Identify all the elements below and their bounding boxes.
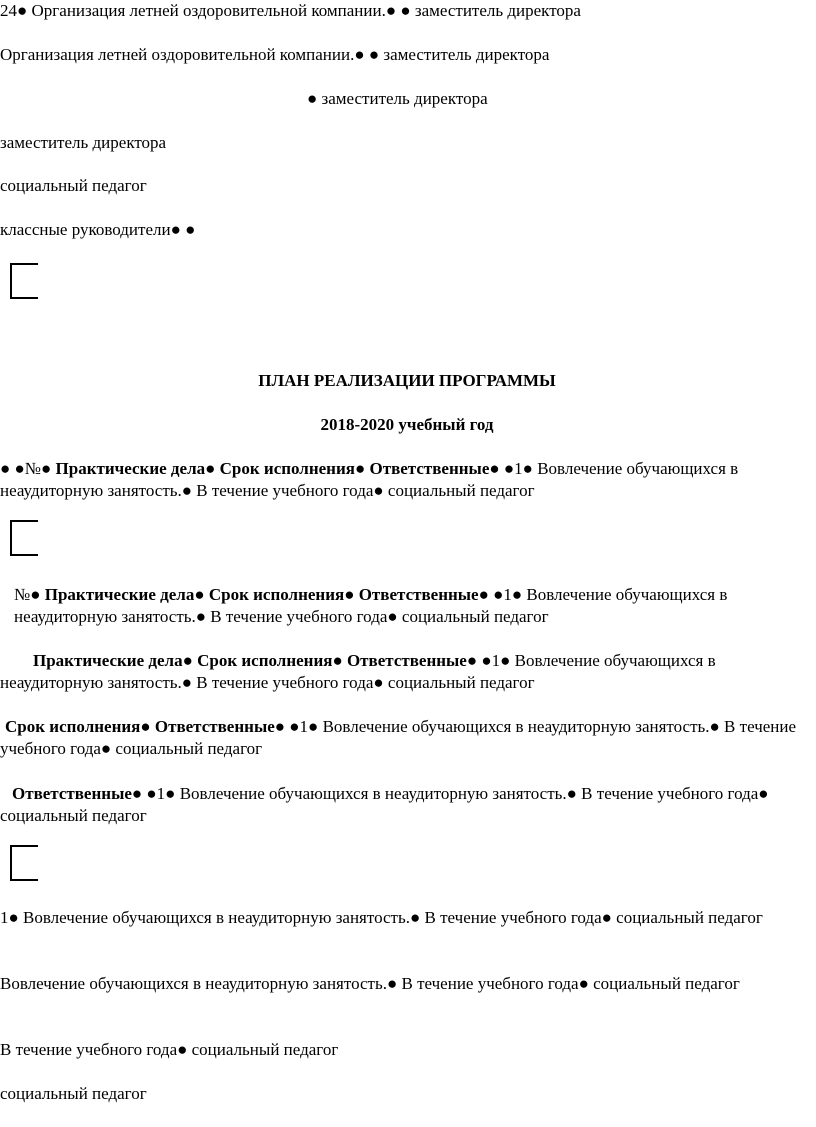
table-row-text [0, 458, 814, 502]
row-header-bold: Практические дела● Срок исполнения● Ответственные [33, 651, 467, 670]
row-content: ● ●1● Вовлечение обучающихся в неаудиторную занятость.● В течение учебного года● социальный педагог [0, 459, 739, 500]
row-content: ● ●1● Вовлечение обучающихся в неаудиторную занятость.● В течение учебного года● социальный педагог [0, 784, 769, 825]
row-prefix: №● [14, 585, 45, 604]
row-header-bold: Ответственные [12, 784, 132, 803]
row-header-bold: Срок исполнения● Ответственные [5, 717, 275, 736]
text-line: социальный педагог [0, 1084, 147, 1103]
text-line: 1● Вовлечение обучающихся в неаудиторную занятость.● В течение учебного года● социальный педагог [0, 908, 763, 927]
table-row-text [0, 716, 814, 760]
text-line: социальный педагог [0, 176, 147, 195]
text-line: Организация летней оздоровительной компании.● ● заместитель директора [0, 45, 550, 64]
text-line: классные руководители● ● [0, 220, 196, 239]
row-content: ● ●1● Вовлечение обучающихся в неаудиторную занятость.● В течение учебного года● социальный педагог [0, 717, 797, 758]
list-bracket-marker [10, 845, 38, 881]
table-row-text [0, 584, 814, 628]
list-bracket-marker [10, 263, 38, 299]
row-prefix: ● ●№● [0, 459, 56, 478]
table-row-text [0, 783, 814, 827]
table-row-text [0, 650, 814, 694]
row-header-bold: Практические дела● Срок исполнения● Ответственные [55, 459, 490, 478]
page-title: ПЛАН РЕАЛИЗАЦИИ ПРОГРАММЫ [258, 371, 556, 390]
page-subtitle: 2018-2020 учебный год [320, 415, 494, 434]
text-line: Вовлечение обучающихся в неаудиторную занятость.● В течение учебного года● социальный педагог [0, 974, 740, 993]
text-line: ● заместитель директора [307, 89, 488, 108]
text-line: заместитель директора [0, 133, 167, 152]
row-content: ● ●1● Вовлечение обучающихся в неаудиторную занятость.● В течение учебного года● социальный педагог [14, 585, 728, 626]
list-bracket-marker [10, 520, 38, 556]
text-line: В течение учебного года● социальный педагог [0, 1040, 339, 1059]
text-line: 24● Организация летней оздоровительной компании.● ● заместитель директора [0, 1, 581, 20]
row-content: ● ●1● Вовлечение обучающихся в неаудиторную занятость.● В течение учебного года● социальный педагог [0, 651, 716, 692]
row-header-bold: Практические дела● Срок исполнения● Ответственные [44, 585, 479, 604]
